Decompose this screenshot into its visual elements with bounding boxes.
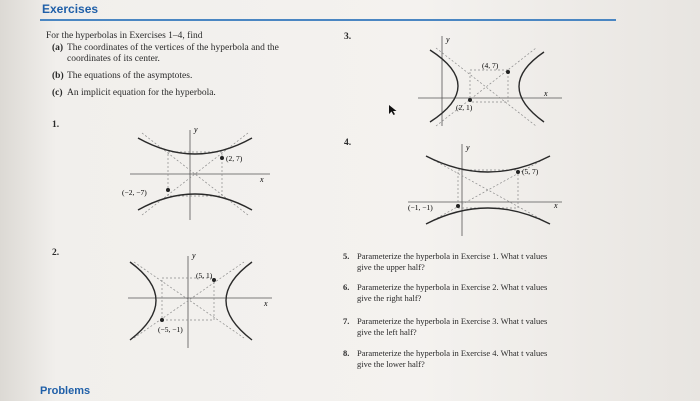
figure-1-point-lower: (−2, −7) <box>122 188 147 197</box>
item-b-text: The equations of the asymptotes. <box>67 71 193 81</box>
figure-3-right-branch <box>519 52 544 122</box>
item-c-label: (c) <box>52 88 63 98</box>
exercise-5: 5. Parameterize the hyperbola in Exercise 1. What t values give the upper half? <box>343 251 548 272</box>
figure-2-hyperbola <box>122 252 282 352</box>
figure-2-y-label: y <box>192 252 196 260</box>
item-a-line1: The coordinates of the vertices of the hyperbola and the <box>67 43 279 53</box>
header-rule <box>40 19 616 21</box>
figure-3-point-lower: (2, 1) <box>456 103 473 112</box>
figure-3-y-label: y <box>446 35 450 44</box>
figure-3-hyperbola <box>412 30 572 130</box>
figure-4-lower-branch <box>426 208 550 224</box>
figure-2-left-branch <box>130 262 156 340</box>
figure-1-upper-branch <box>138 138 252 154</box>
figure-4-point-upper: (5, 7) <box>522 167 539 176</box>
figure-1-x-label: x <box>260 175 264 184</box>
figure-4-point-lower: (−1, −1) <box>408 203 433 212</box>
item-b-label: (b) <box>52 71 64 81</box>
item-a-line2: coordinates of its center. <box>67 54 160 64</box>
figure-3-number: 3. <box>344 32 352 42</box>
figure-1-number: 1. <box>52 120 60 130</box>
section-title: Exercises <box>42 2 99 16</box>
figure-4-x-label: x <box>554 201 558 210</box>
intro-lead: For the hyperbolas in Exercises 1–4, find <box>46 31 203 41</box>
figure-4-number: 4. <box>344 138 352 148</box>
figure-1-point-upper: (2, 7) <box>226 154 243 163</box>
item-a-label: (a) <box>52 43 64 53</box>
mouse-pointer-icon <box>388 104 398 116</box>
exercise-7: 7. Parameterize the hyperbola in Exercise 3. What t values give the left half? <box>343 316 548 337</box>
figure-3-point-upper: (4, 7) <box>482 61 499 70</box>
figure-2-x-label: x <box>264 299 268 308</box>
figure-2-point-upper: (5, 1) <box>196 271 213 280</box>
exercise-8: 8. Parameterize the hyperbola in Exercise 4. What t values give the lower half? <box>343 348 548 369</box>
figure-1-hyperbola <box>122 124 282 224</box>
figure-2-point-lower: (−5, −1) <box>158 325 183 334</box>
figure-4-y-label: y <box>466 143 470 152</box>
figure-1-lower-branch <box>138 194 252 210</box>
figure-4-hyperbola <box>402 140 572 240</box>
item-c-text: An implicit equation for the hyperbola. <box>67 88 216 98</box>
problems-heading: Problems <box>40 385 91 397</box>
figure-3-left-branch <box>430 50 458 122</box>
exercise-6: 6. Parameterize the hyperbola in Exercise 2. What t values give the right half? <box>343 282 548 303</box>
figure-2-number: 2. <box>52 248 60 258</box>
figure-3-x-label: x <box>544 89 548 98</box>
figure-1-y-label: y <box>194 125 198 134</box>
